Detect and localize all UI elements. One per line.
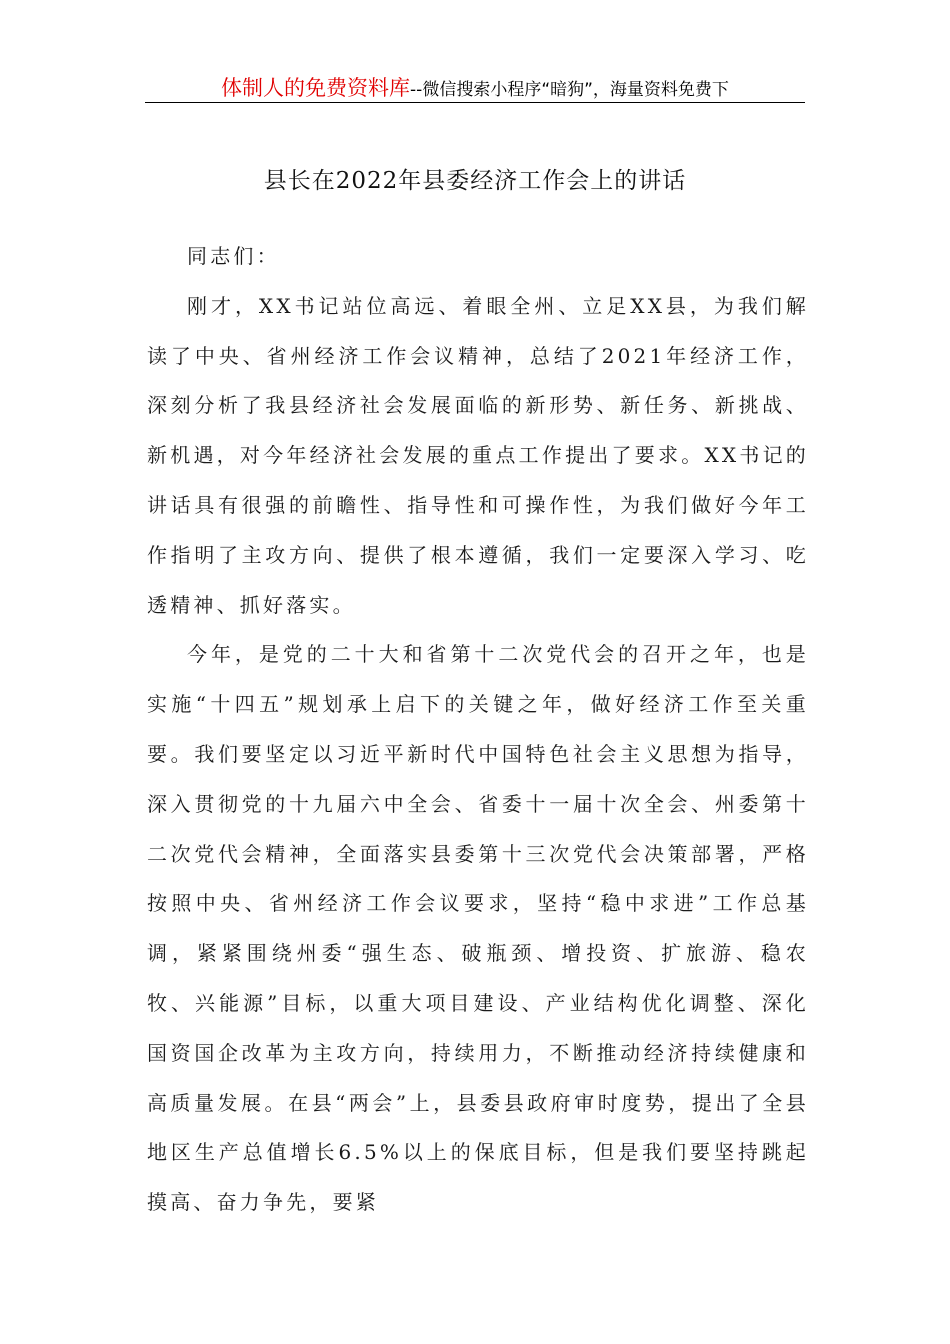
document-body <box>147 232 809 1228</box>
header-tagline: --微信搜索小程序“暗狗”，海量资料免费下 <box>410 80 729 100</box>
header-brand: 体制人的免费资料库 <box>221 76 411 100</box>
page-header <box>145 72 805 103</box>
document-title: 县长在2022年县委经济工作会上的讲话 <box>263 168 687 194</box>
paragraph-1: 刚才，XX书记站位高远、着眼全州、立足XX县，为我们解读了中央、省州经济工作会议精神，总结了2021年经济工作，深刻分析了我县经济社会发展面临的新形势、新任务、新挑战、新机遇，对今年经济社会发展的重点工作提出了要求。XX书记的讲话具有很强的前瞻性、指导性和可操作性，为我们做好今年工作指明了主攻方向、提供了根本遵循，我们一定要深入学习、吃透精神、抓好落实。 <box>147 293 809 617</box>
paragraph-2: 今年，是党的二十大和省第十二次党代会的召开之年，也是实施“十四五”规划承上启下的关键之年，做好经济工作至关重要。我们要坚定以习近平新时代中国特色社会主义思想为指导，深入贯彻党的十九届六中全会、省委十一届十次全会、州委第十二次党代会精神，全面落实县委第十三次党代会决策部署，严格按照中央、省州经济工作会议要求，坚持“稳中求进”工作总基调，紧紧围绕州委“强生态、破瓶颈、增投资、扩旅游、稳农牧、兴能源”目标，以重大项目建设、产业结构优化调整、深化国资国企改革为主攻方向，持续用力，不断推动经济持续健康和高质量发展。在县“两会”上，县委县政府审时度势，提出了全县地区生产总值增长6.5%以上的保底目标，但是我们要坚持跳起摸高、奋力争先，要紧 <box>147 642 809 1215</box>
salutation: 同志们： <box>187 244 280 268</box>
